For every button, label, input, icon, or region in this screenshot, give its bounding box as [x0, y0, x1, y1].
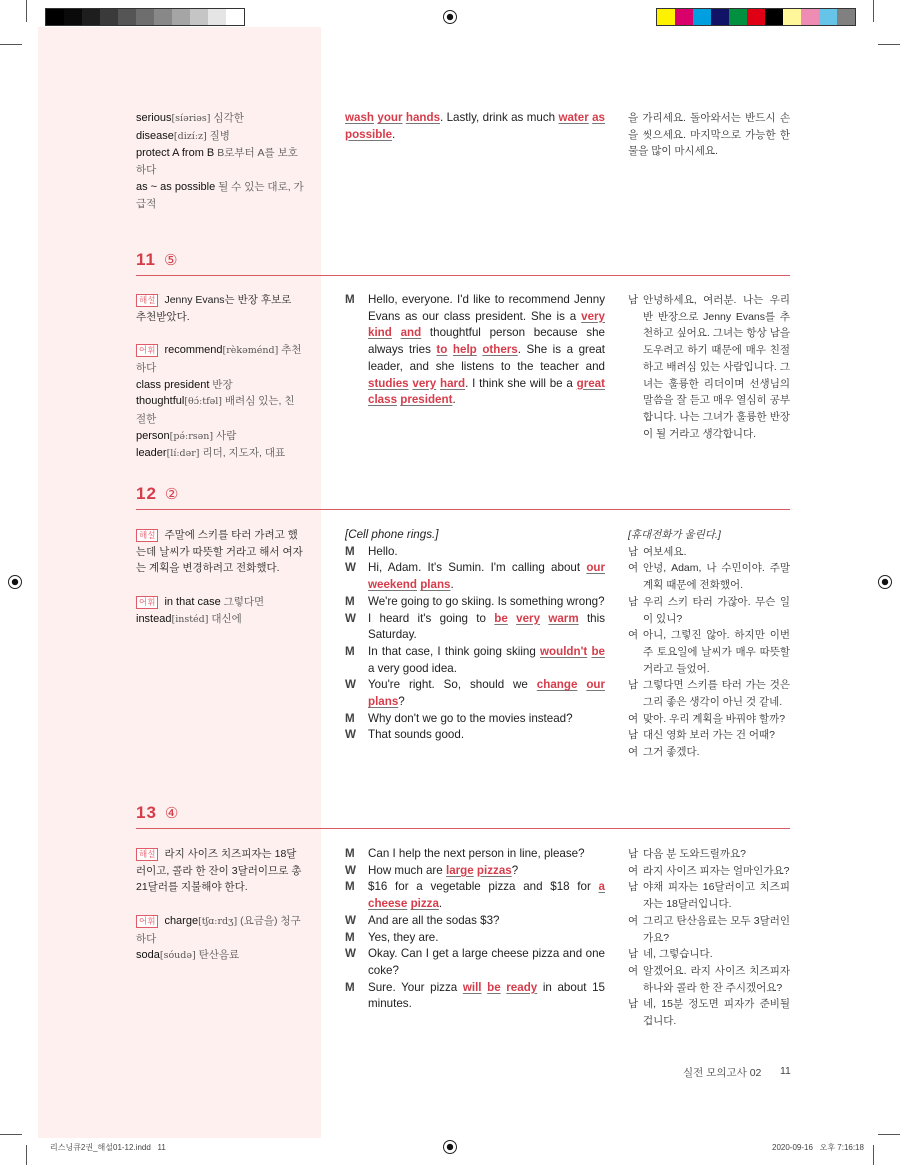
translation-text: 을 가리세요. 돌아와서는 반드시 손을 씻으세요. 마지막으로 가능한 한 물을 많이 마시세요.	[628, 112, 790, 158]
speaker-label: M	[345, 980, 355, 994]
speaker-label: 여	[628, 712, 639, 725]
dialogue-line	[345, 110, 605, 143]
speaker-label: M	[345, 644, 355, 658]
vocab-entry	[136, 428, 304, 446]
dialogue-line	[345, 292, 605, 409]
translation-text: [휴대전화가 울린다.]	[628, 529, 721, 541]
explanation-text: 라지 사이즈 치즈피자는 18달러이고, 콜라 한 잔이 3달러이므로 총 21달러를 지불해야 한다.	[136, 848, 302, 894]
color-swatch	[729, 9, 747, 25]
text-segment: Can I help the next person in line, please?	[368, 847, 585, 860]
dialogue-text	[368, 863, 605, 880]
answer-blank-word: hands	[405, 111, 441, 124]
answer-blank-word: others	[482, 343, 518, 357]
answer-blank-word: be	[494, 611, 508, 625]
translation-text: 그리고 탄산음료는 모두 3달러인가요?	[643, 914, 790, 944]
translation-text: 대신 영화 보러 가는 건 어때?	[643, 729, 775, 742]
answer-blank-word: weekend	[368, 578, 417, 592]
registration-mark-icon	[443, 1140, 457, 1154]
dialogue-line	[345, 930, 605, 947]
speaker-label: 남	[628, 294, 639, 306]
vocab-word: soda	[136, 949, 160, 962]
registration-mark-icon	[443, 10, 457, 24]
color-swatch	[190, 9, 208, 25]
speaker-label: 여	[628, 629, 639, 642]
text-segment: . She is a great leader, and she listens to the teacher and	[368, 343, 605, 373]
vocab-meaning: 될 수 있는 대로, 가급적	[136, 180, 304, 210]
page-number: 11	[780, 1065, 791, 1077]
text-segment: in about 15 minutes.	[368, 980, 605, 1011]
answer-blank-word: wouldn't	[540, 644, 588, 658]
answer-blank-word: and	[400, 326, 422, 340]
dialogue-text	[368, 946, 605, 979]
answer-blank-word: cheese	[368, 897, 408, 911]
text-segment	[577, 678, 586, 691]
dialogue-text	[368, 879, 605, 912]
text-segment: [Cell phone rings.]	[345, 528, 439, 541]
translation-line	[628, 560, 790, 593]
answer-blank-word: studies	[368, 376, 409, 390]
dialogue-line	[345, 527, 605, 544]
vocab-entry	[136, 913, 304, 947]
vocab-meaning: 사람	[216, 429, 237, 442]
color-swatch	[100, 9, 118, 25]
answer-blank-word: will	[462, 980, 482, 994]
answer-blank-word: ready	[506, 980, 538, 994]
question-number: 11	[136, 250, 156, 269]
dialogue-line	[345, 980, 605, 1013]
spacer	[136, 325, 304, 342]
speaker-label: W	[345, 728, 356, 742]
crop-mark	[878, 1134, 900, 1135]
translation-line	[628, 594, 790, 627]
color-swatch	[208, 9, 226, 25]
vocab-word: protect A from B	[136, 147, 215, 160]
vocab-word: thoughtful	[136, 395, 185, 408]
dialogue-line	[345, 611, 605, 644]
question-number: 12	[136, 484, 157, 503]
speaker-label: M	[345, 293, 355, 306]
dialogue-line	[345, 594, 605, 611]
vocab-pronunciation: [dizíːz]	[173, 130, 207, 142]
dialogue-line	[345, 846, 605, 863]
vocab-word: as ~ as possible	[136, 180, 216, 193]
dialogue-text	[368, 980, 605, 1013]
speaker-label: 남	[628, 595, 639, 608]
answer-blank-word: warm	[548, 611, 579, 625]
color-swatch	[226, 9, 244, 25]
vocab-entry	[136, 145, 304, 178]
dialogue-text	[368, 677, 605, 710]
korean-translation	[628, 527, 790, 761]
speaker-label: M	[345, 544, 355, 558]
vocab-pronunciation: [θɔ́ːtfəl]	[184, 396, 222, 408]
translation-line	[628, 846, 790, 863]
answer-blank-word: as	[592, 111, 606, 124]
answer-choice: ②	[164, 486, 179, 503]
explanation-badge: 해설	[136, 529, 158, 542]
registration-mark-icon	[878, 575, 892, 589]
answer-blank-word: president	[400, 393, 453, 407]
translation-line	[628, 292, 790, 442]
vocab-meaning: 그렇다면	[223, 595, 265, 608]
translation-line	[628, 863, 790, 880]
english-script	[345, 292, 605, 409]
speaker-label: W	[345, 947, 356, 961]
vocab-meaning: B로부터 A를 보호하다	[136, 147, 298, 177]
translation-line	[628, 879, 790, 912]
answer-blank-word: a	[598, 880, 605, 894]
vocab-word: charge	[164, 914, 199, 927]
text-segment: I heard it's going to	[368, 611, 495, 625]
text-segment: .	[438, 897, 443, 911]
text-segment: . I think she will be a	[465, 376, 577, 390]
korean-translation	[628, 292, 790, 442]
dialogue-line	[345, 913, 605, 930]
vocab-word: serious	[136, 112, 172, 124]
crop-mark	[0, 1134, 22, 1135]
color-swatch	[747, 9, 765, 25]
text-segment: .	[392, 127, 396, 141]
dialogue-text	[368, 611, 605, 644]
dialogue-line	[345, 677, 605, 710]
dialogue-line	[345, 946, 605, 979]
text-segment: a very good idea.	[368, 661, 457, 675]
vocab-word: person	[136, 429, 170, 442]
translation-line	[628, 727, 790, 744]
vocab-word: in that case	[164, 595, 221, 608]
speaker-label: 남	[628, 881, 639, 894]
answer-blank-word: hard	[440, 376, 466, 390]
text-segment: .	[452, 393, 456, 407]
speaker-label: 남	[628, 729, 639, 742]
vocab-badge: 어휘	[136, 344, 158, 357]
explanation-text: Jenny Evans는 반장 후보로 추천받았다.	[136, 294, 292, 323]
spacer	[136, 577, 304, 594]
answer-blank-word: plans	[368, 695, 399, 709]
spacer	[136, 896, 304, 913]
answer-blank-word: pizzas	[476, 863, 512, 877]
speaker-label: 여	[628, 746, 639, 759]
explanation-note	[136, 292, 304, 325]
notes-column	[136, 527, 304, 628]
speaker-label: 여	[628, 964, 639, 977]
text-segment: . Lastly, drink as much	[440, 111, 559, 124]
vocab-pronunciation: [síəriəs]	[171, 113, 211, 124]
answer-blank-word: be	[591, 644, 605, 658]
vocab-meaning: 심각한	[213, 112, 244, 124]
color-swatch	[711, 9, 729, 25]
speaker-label: W	[345, 561, 356, 575]
dialogue-text	[368, 544, 605, 561]
answer-blank-word: plans	[420, 578, 451, 592]
vocab-word: leader	[136, 447, 167, 460]
translation-line	[628, 677, 790, 710]
text-segment: Hello, everyone. I'd like to recommend Jenny Evans as our class president. She is a	[368, 293, 605, 323]
vocab-entry	[136, 179, 304, 212]
vocab-pronunciation: [instéd]	[171, 613, 209, 625]
translation-text: 여보세요.	[643, 545, 687, 558]
translation-line	[628, 946, 790, 963]
vocab-entry	[136, 947, 304, 965]
color-swatch	[675, 9, 693, 25]
answer-choice: ⑤	[163, 252, 178, 269]
vocab-badge: 어휘	[136, 915, 158, 928]
notes-column	[136, 846, 304, 965]
explanation-text: 주말에 스키를 타러 가려고 했는데 날씨가 따뜻할 거라고 해서 여자는 계획을 변경하려고 전화했다.	[136, 529, 303, 575]
dialogue-text	[345, 527, 605, 544]
dialogue-line	[345, 863, 605, 880]
color-swatch	[154, 9, 172, 25]
vocab-word: instead	[136, 612, 172, 625]
answer-blank-word: change	[536, 678, 578, 692]
text-segment: Hello.	[368, 544, 398, 558]
vocab-meaning: 질병	[209, 129, 230, 142]
speaker-label: M	[345, 711, 355, 725]
text-segment: How much are	[368, 863, 446, 877]
text-segment: $16 for a vegetable pizza and $18 for	[368, 880, 599, 894]
dialogue-text	[368, 711, 605, 728]
translation-line	[628, 527, 790, 544]
answer-blank-word: be	[487, 980, 501, 994]
vocab-pronunciation: [tʃɑːrdʒ]	[198, 915, 238, 927]
text-segment: You're right. So, should we	[368, 678, 537, 692]
dialogue-text	[368, 913, 605, 930]
speaker-label: M	[345, 880, 355, 894]
vocab-entry	[136, 445, 304, 463]
translation-text: 네, 15분 정도면 피자가 준비될 겁니다.	[643, 998, 790, 1028]
vocab-entry	[136, 611, 304, 629]
answer-blank-word: your	[377, 111, 403, 124]
english-script	[345, 527, 605, 744]
vocab-entry	[136, 342, 304, 376]
answer-blank-word: our	[586, 561, 605, 575]
translation-text: 우리 스키 타러 가잖아. 무슨 일이 있니?	[643, 595, 790, 625]
text-segment: thoughtful person because she always tries	[368, 326, 605, 357]
color-swatch	[819, 9, 837, 25]
translation-line	[628, 711, 790, 728]
vocab-word: recommend	[164, 344, 223, 357]
answer-choice: ④	[164, 805, 179, 822]
vocab-meaning: 배려심 있는, 친절한	[136, 395, 295, 425]
text-segment: We're going to go skiing. Is something wrong?	[368, 594, 605, 608]
gray-color-bar	[45, 8, 245, 26]
color-swatch	[801, 9, 819, 25]
answer-blank-word: wash	[345, 111, 374, 124]
translation-text: 네, 그렇습니다.	[643, 948, 713, 961]
notes-column	[136, 110, 304, 212]
translation-text: 안녕, Adam, 나 수민이야. 주말 계획 때문에 전화했어.	[643, 562, 790, 592]
explanation-badge: 해설	[136, 294, 158, 307]
answer-blank-word: class	[368, 393, 398, 407]
answer-blank-word: very	[516, 611, 541, 625]
crop-mark	[26, 1145, 27, 1165]
vocab-word: class president	[136, 378, 210, 391]
translation-text: 야채 피자는 16달러이고 치즈피자는 18달러입니다.	[643, 881, 790, 911]
dialogue-line	[345, 544, 605, 561]
dialogue-text	[368, 560, 605, 593]
english-script	[345, 110, 605, 143]
translation-text: 그렇다면 스키를 타러 가는 것은 그리 좋은 생각이 아닌 것 같네.	[643, 679, 790, 709]
color-swatch	[118, 9, 136, 25]
answer-blank-word: pizza	[410, 897, 439, 911]
answer-blank-word: large	[445, 863, 474, 877]
answer-blank-word: our	[586, 678, 605, 692]
dialogue-text	[368, 846, 605, 863]
dialogue-text	[368, 644, 605, 677]
vocab-entry	[136, 393, 304, 427]
color-swatch	[783, 9, 801, 25]
text-segment	[392, 326, 401, 339]
speaker-label: 남	[628, 545, 639, 558]
vocab-entry	[136, 377, 304, 394]
dialogue-line	[345, 879, 605, 912]
text-segment: ?	[398, 695, 405, 709]
text-segment	[508, 612, 516, 625]
translation-line	[628, 627, 790, 677]
color-swatch	[82, 9, 100, 25]
text-segment: Hi, Adam. It's Sumin. I'm calling about	[368, 561, 587, 575]
translation-text: 다음 분 도와드릴까요?	[643, 848, 746, 860]
text-segment: Sure. Your pizza	[368, 980, 463, 994]
korean-translation	[628, 110, 790, 160]
answer-blank-word: very	[412, 376, 437, 390]
translation-text: 아니, 그렇진 않아. 하지만 이번 주 토요일에 날씨가 매우 따뜻할 거라고 들었어.	[643, 629, 790, 675]
crop-mark	[873, 0, 874, 22]
speaker-label: 여	[628, 562, 639, 575]
answer-blank-word: water	[558, 111, 589, 124]
translation-text: 맞아. 우리 계획을 바꿔야 할까?	[643, 712, 786, 725]
answer-blank-word: to	[436, 343, 448, 357]
text-segment: Yes, they are.	[368, 930, 439, 944]
speaker-label: 남	[628, 998, 639, 1011]
answer-blank-word: possible	[345, 127, 393, 141]
text-segment: ?	[511, 863, 519, 877]
vocab-meaning: 대신에	[211, 612, 242, 625]
vocab-meaning: 반장	[212, 378, 233, 391]
text-segment: In that case, I think going skiing	[368, 644, 541, 658]
answer-blank-word: very	[581, 309, 605, 323]
speaker-label: W	[345, 913, 356, 927]
text-segment: Why don't we go to the movies instead?	[368, 711, 573, 725]
color-swatch	[136, 9, 154, 25]
text-segment: Okay. Can I get a large cheese pizza and one coke?	[368, 947, 605, 977]
color-swatch	[64, 9, 82, 25]
vocab-meaning: 탄산음료	[198, 949, 240, 962]
translation-text: 그거 좋겠다.	[643, 746, 700, 759]
color-swatch	[765, 9, 783, 25]
vocab-word: disease	[136, 129, 174, 142]
explanation-badge: 해설	[136, 848, 158, 861]
translation-line	[628, 913, 790, 946]
slug-filename: 리스닝큐2권_해설01-12.indd 11	[50, 1143, 166, 1152]
slug-date: 2020-09-16 오후 7:16:18	[772, 1143, 864, 1152]
dialogue-text	[345, 110, 605, 143]
translation-line	[628, 963, 790, 996]
translation-text: 알겠어요. 라지 사이즈 치즈피자 하나와 콜라 한 잔 주시겠어요?	[643, 964, 790, 994]
answer-blank-word: kind	[368, 326, 392, 340]
color-swatch	[657, 9, 675, 25]
crop-mark	[873, 1145, 874, 1165]
korean-translation	[628, 846, 790, 1030]
vocab-meaning: 추천하다	[136, 344, 302, 374]
dialogue-text	[368, 930, 605, 947]
vocab-entry	[136, 128, 304, 146]
dialogue-line	[345, 727, 605, 744]
text-segment: And are all the sodas $3?	[368, 913, 500, 927]
crop-mark	[26, 0, 27, 22]
speaker-label: M	[345, 847, 355, 860]
speaker-label: W	[345, 611, 356, 625]
section-header	[136, 250, 790, 276]
dialogue-line	[345, 644, 605, 677]
section-header	[136, 803, 790, 829]
vocab-meaning: (요금을) 청구하다	[136, 914, 301, 945]
vocab-pronunciation: [rèkəménd]	[222, 345, 279, 357]
answer-blank-word: help	[452, 343, 477, 357]
color-swatch	[693, 9, 711, 25]
cmyk-color-bar	[656, 8, 856, 26]
crop-mark	[878, 44, 900, 45]
text-segment: .	[450, 578, 454, 592]
question-number: 13	[136, 803, 157, 822]
translation-line	[628, 996, 790, 1029]
dialogue-text	[368, 727, 605, 744]
speaker-label: W	[345, 678, 356, 692]
vocab-pronunciation: [pə́ːrsən]	[169, 430, 214, 442]
english-script	[345, 846, 605, 1013]
speaker-label: 남	[628, 848, 639, 860]
dialogue-text	[368, 594, 605, 611]
color-swatch	[46, 9, 64, 25]
color-swatch	[837, 9, 855, 25]
translation-line	[628, 110, 790, 160]
translation-text: 안녕하세요, 여러분. 나는 우리 반 반장으로 Jenny Evans를 추천하고 싶어요. 그녀는 항상 남을 도우려고 하기 때문에 매우 친절하고 배려심 있는 사람입니다. 그녀는 훌륭한 리더이며 선생님의 말씀을 잘 듣고 매우 열심히 공부합니다. 나는 그녀가 훌륭한 반장이 될 거라고 생각합니다.	[643, 294, 790, 440]
dialogue-line	[345, 560, 605, 593]
explanation-note	[136, 846, 304, 896]
answer-blank-word: great	[576, 376, 605, 390]
vocab-meaning: 리더, 지도자, 대표	[202, 447, 286, 460]
vocab-entry	[136, 110, 304, 128]
vocab-pronunciation: [líːdər]	[166, 448, 200, 460]
footer-title: 실전 모의고사 02	[683, 1067, 762, 1079]
speaker-label: 여	[628, 914, 639, 927]
section-header	[136, 484, 790, 510]
vocab-badge: 어휘	[136, 596, 158, 609]
translation-text: 라지 사이즈 피자는 얼마인가요?	[643, 864, 790, 877]
text-segment: That sounds good.	[368, 728, 465, 742]
speaker-label: 남	[628, 948, 639, 961]
dialogue-line	[345, 711, 605, 728]
crop-mark	[0, 44, 22, 45]
speaker-label: 남	[628, 679, 639, 692]
speaker-label: 여	[628, 864, 639, 877]
speaker-label: M	[345, 930, 355, 944]
registration-mark-icon	[8, 575, 22, 589]
notes-column	[136, 292, 304, 463]
vocab-pronunciation: [sóudə]	[159, 950, 196, 962]
vocab-entry	[136, 594, 304, 611]
translation-line	[628, 544, 790, 561]
speaker-label: W	[345, 863, 356, 877]
explanation-note	[136, 527, 304, 577]
speaker-label: M	[345, 594, 355, 608]
color-swatch	[172, 9, 190, 25]
translation-line	[628, 744, 790, 761]
text-segment: this Saturday.	[368, 611, 605, 642]
dialogue-text	[368, 292, 605, 409]
